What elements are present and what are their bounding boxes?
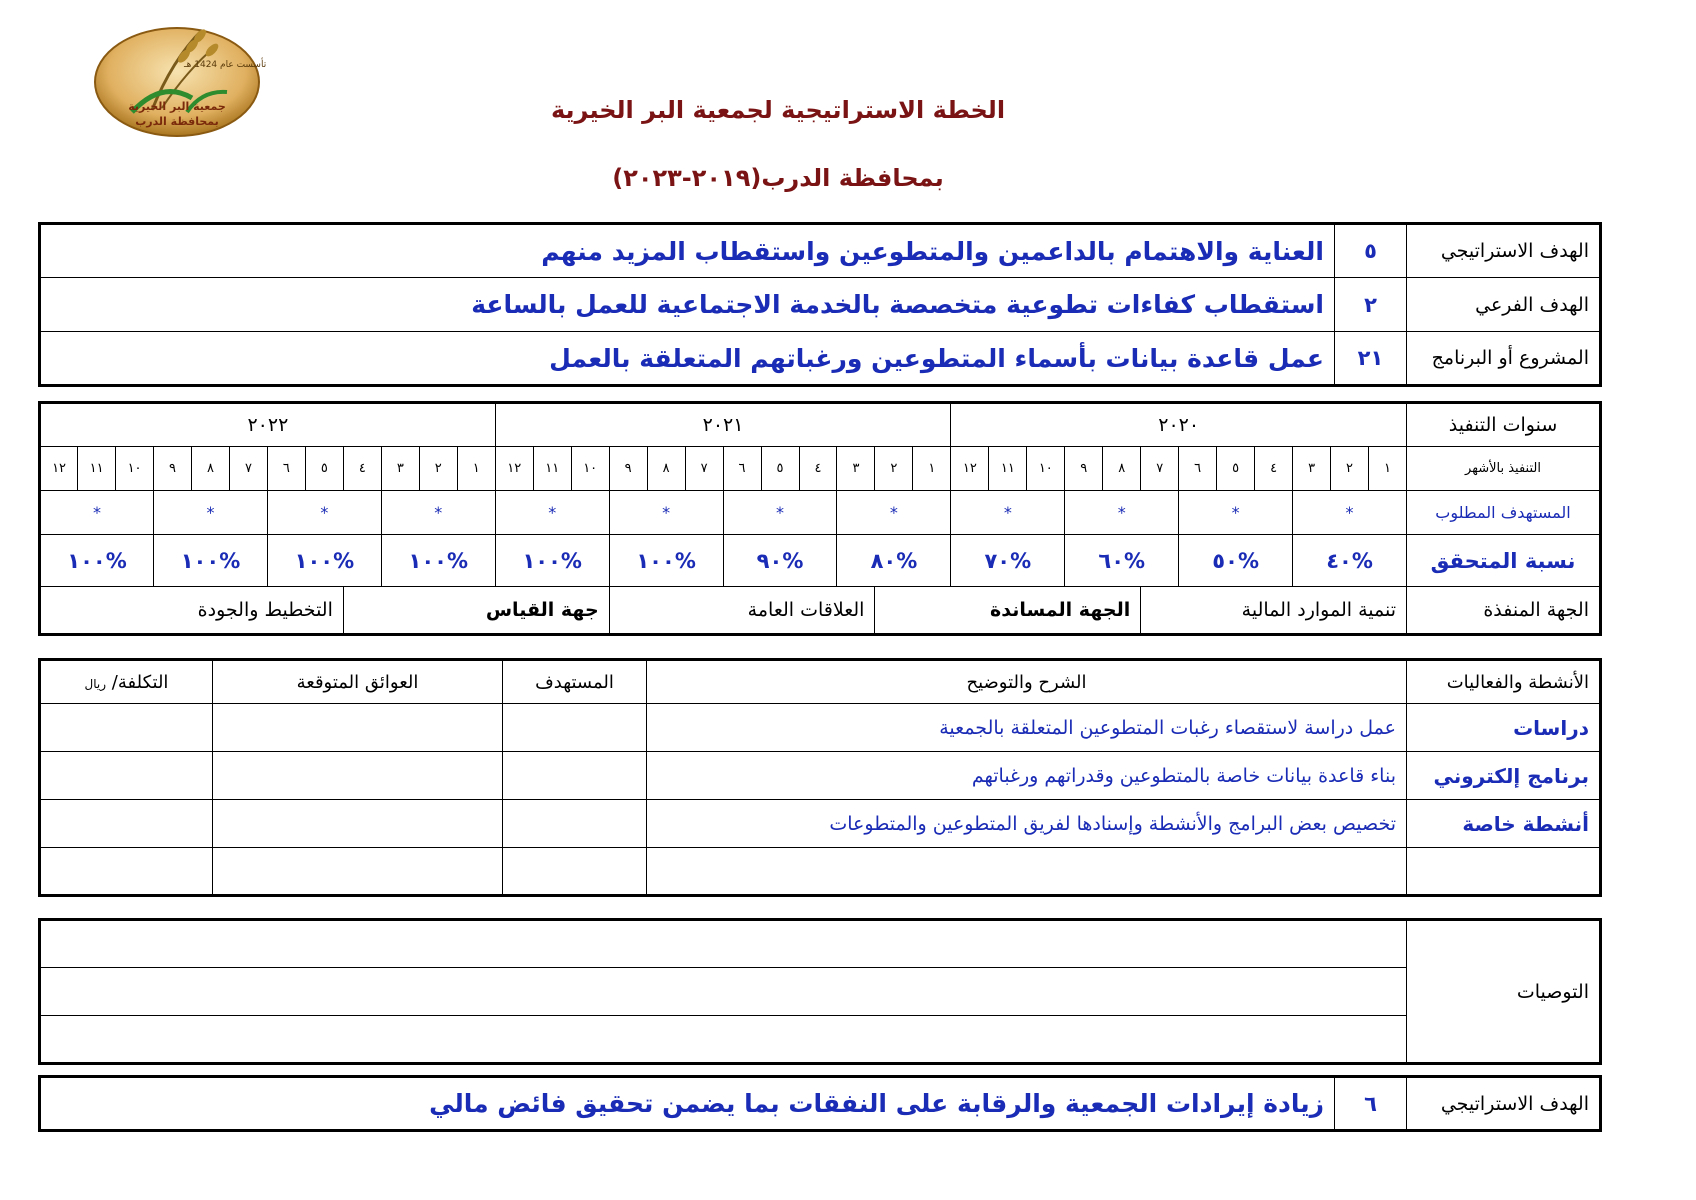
achieved-percentage: %١٠٠: [154, 535, 268, 587]
target-label: المستهدف المطلوب: [1407, 491, 1601, 535]
sub-goal-label: الهدف الفرعي: [1407, 278, 1601, 332]
achieved-percentage: %١٠٠: [609, 535, 723, 587]
month-cell: ٩: [154, 447, 192, 491]
month-cell: ٥: [305, 447, 343, 491]
sub-goal-number: ٢: [1335, 278, 1407, 332]
implementation-table: [38, 401, 1602, 636]
achieved-percentage: %١٠٠: [495, 535, 609, 587]
recommendation-line: [40, 968, 1407, 1016]
month-cell: ٤: [1255, 447, 1293, 491]
month-cell: ١١: [989, 447, 1027, 491]
activity-cost-cell: [40, 752, 213, 800]
achieved-percentage: %١٠٠: [381, 535, 495, 587]
achieved-percentage: %١٠٠: [267, 535, 381, 587]
achieved-percentage: %١٠٠: [40, 535, 154, 587]
achieved-percentage: %٩٠: [723, 535, 837, 587]
activity-target-cell: [503, 848, 647, 896]
activity-cost-cell: [40, 800, 213, 848]
month-cell: ١: [457, 447, 495, 491]
strategic-goal-text: العناية والاهتمام بالداعمين والمتطوعين واستقطاب المزيد منهم: [40, 224, 1335, 278]
strategic-goal-label: الهدف الاستراتيجي: [1407, 224, 1601, 278]
sub-goal-text: استقطاب كفاءات تطوعية متخصصة بالخدمة الاجتماعية للعمل بالساعة: [40, 278, 1335, 332]
cost-unit: ريال: [84, 676, 107, 691]
target-mark: *: [154, 491, 268, 535]
next-goal-text: زيادة إيرادات الجمعية والرقابة على النفقات بما يضمن تحقيق فائض مالي: [40, 1077, 1335, 1131]
month-cell: ٨: [647, 447, 685, 491]
logo-name-line2: بمحافظة الدرب: [135, 115, 219, 128]
project-text: عمل قاعدة بيانات بأسماء المتطوعين ورغباتهم المتعلقة بالعمل: [40, 332, 1335, 386]
target-mark: *: [1293, 491, 1407, 535]
months-label: التنفيذ بالأشهر: [1407, 447, 1601, 491]
activity-target-cell: [503, 800, 647, 848]
activity-obstacles-cell: [213, 800, 503, 848]
month-cell: ٩: [1065, 447, 1103, 491]
project-label: المشروع أو البرنامج: [1407, 332, 1601, 386]
project-number: ٢١: [1335, 332, 1407, 386]
target-mark: *: [1179, 491, 1293, 535]
month-cell: ١: [913, 447, 951, 491]
target-mark: *: [381, 491, 495, 535]
logo-name-line1: جمعية البر الخيرية: [128, 100, 226, 113]
month-cell: ٤: [799, 447, 837, 491]
month-cell: ٦: [723, 447, 761, 491]
achieved-percentage: %٨٠: [837, 535, 951, 587]
month-cell: ٢: [875, 447, 913, 491]
page-subtitle: بمحافظة الدرب(٢٠١٩-٢٠٢٣): [612, 164, 944, 192]
month-cell: ٣: [381, 447, 419, 491]
next-goal-number: ٦: [1335, 1077, 1407, 1131]
years-label: سنوات التنفيذ: [1407, 403, 1601, 447]
activity-cost-cell: [40, 704, 213, 752]
month-cell: ٩: [609, 447, 647, 491]
month-cell: ١١: [533, 447, 571, 491]
measure-label: جهة القياس: [343, 587, 609, 635]
month-cell: ١٢: [495, 447, 533, 491]
target-mark: *: [951, 491, 1065, 535]
activity-name: أنشطة خاصة: [1407, 800, 1601, 848]
month-cell: ١٢: [40, 447, 78, 491]
activity-description: بناء قاعدة بيانات خاصة بالمتطوعين وقدراتهم ورغباتهم: [647, 752, 1407, 800]
target-mark: *: [40, 491, 154, 535]
month-cell: ٥: [1217, 447, 1255, 491]
year-header: ٢٠٢٠: [951, 403, 1407, 447]
activity-target-cell: [503, 752, 647, 800]
month-cell: ١٠: [1027, 447, 1065, 491]
month-cell: ٦: [267, 447, 305, 491]
activity-obstacles-cell: [213, 704, 503, 752]
activity-target-cell: [503, 704, 647, 752]
measure-value: التخطيط والجودة: [40, 587, 344, 635]
target-header: المستهدف: [503, 660, 647, 704]
goal-table: [38, 222, 1602, 387]
recommendations-table: [38, 918, 1602, 1065]
month-cell: ١١: [78, 447, 116, 491]
activity-description: عمل دراسة لاستقصاء رغبات المتطوعين المتعلقة بالجمعية: [647, 704, 1407, 752]
month-cell: ٤: [343, 447, 381, 491]
activity-name: [1407, 848, 1601, 896]
month-cell: ٥: [761, 447, 799, 491]
achieved-label: نسبة المتحقق: [1407, 535, 1601, 587]
achieved-percentage: %٧٠: [951, 535, 1065, 587]
support-label: الجهة المساندة: [875, 587, 1141, 635]
activity-cost-cell: [40, 848, 213, 896]
target-mark: *: [1065, 491, 1179, 535]
cost-header: [40, 660, 213, 704]
target-mark: *: [609, 491, 723, 535]
month-cell: ١٠: [571, 447, 609, 491]
month-cell: ١: [1369, 447, 1407, 491]
activity-description: تخصيص بعض البرامج والأنشطة وإسنادها لفريق المتطوعين والمتطوعات: [647, 800, 1407, 848]
recommendation-line: [40, 920, 1407, 968]
month-cell: ٣: [1293, 447, 1331, 491]
target-mark: *: [267, 491, 381, 535]
next-goal-label: الهدف الاستراتيجي: [1407, 1077, 1601, 1131]
cost-label: التكلفة/: [111, 671, 169, 693]
support-value: العلاقات العامة: [609, 587, 875, 635]
target-mark: *: [723, 491, 837, 535]
achieved-percentage: %٦٠: [1065, 535, 1179, 587]
activity-obstacles-cell: [213, 848, 503, 896]
target-mark: *: [837, 491, 951, 535]
strategic-goal-number: ٥: [1335, 224, 1407, 278]
executor-value: تنمية الموارد المالية: [1141, 587, 1407, 635]
month-cell: ٢: [1331, 447, 1369, 491]
description-header: الشرح والتوضيح: [647, 660, 1407, 704]
month-cell: ٧: [229, 447, 267, 491]
month-cell: ٨: [1103, 447, 1141, 491]
target-mark: *: [495, 491, 609, 535]
activities-table: [38, 658, 1602, 897]
month-cell: ٦: [1179, 447, 1217, 491]
month-cell: ٢: [419, 447, 457, 491]
month-cell: ٨: [192, 447, 230, 491]
next-goal-table: [38, 1075, 1602, 1132]
recommendations-label: التوصيات: [1407, 920, 1601, 1064]
month-cell: ٧: [685, 447, 723, 491]
activity-name: برنامج إلكتروني: [1407, 752, 1601, 800]
recommendation-line: [40, 1016, 1407, 1064]
achieved-percentage: %٥٠: [1179, 535, 1293, 587]
activities-header: الأنشطة والفعاليات: [1407, 660, 1601, 704]
page-title: الخطة الاستراتيجية لجمعية البر الخيرية: [550, 96, 1006, 124]
achieved-percentage: %٤٠: [1293, 535, 1407, 587]
activity-description: [647, 848, 1407, 896]
month-cell: ١٢: [951, 447, 989, 491]
obstacles-header: العوائق المتوقعة: [213, 660, 503, 704]
executor-label: الجهة المنفذة: [1407, 587, 1601, 635]
year-header: ٢٠٢١: [495, 403, 951, 447]
month-cell: ٧: [1141, 447, 1179, 491]
activity-obstacles-cell: [213, 752, 503, 800]
month-cell: ٣: [837, 447, 875, 491]
month-cell: ١٠: [116, 447, 154, 491]
logo-founded-text: تأسست عام 1424 هـ: [184, 60, 267, 70]
activity-name: دراسات: [1407, 704, 1601, 752]
year-header: ٢٠٢٢: [40, 403, 496, 447]
